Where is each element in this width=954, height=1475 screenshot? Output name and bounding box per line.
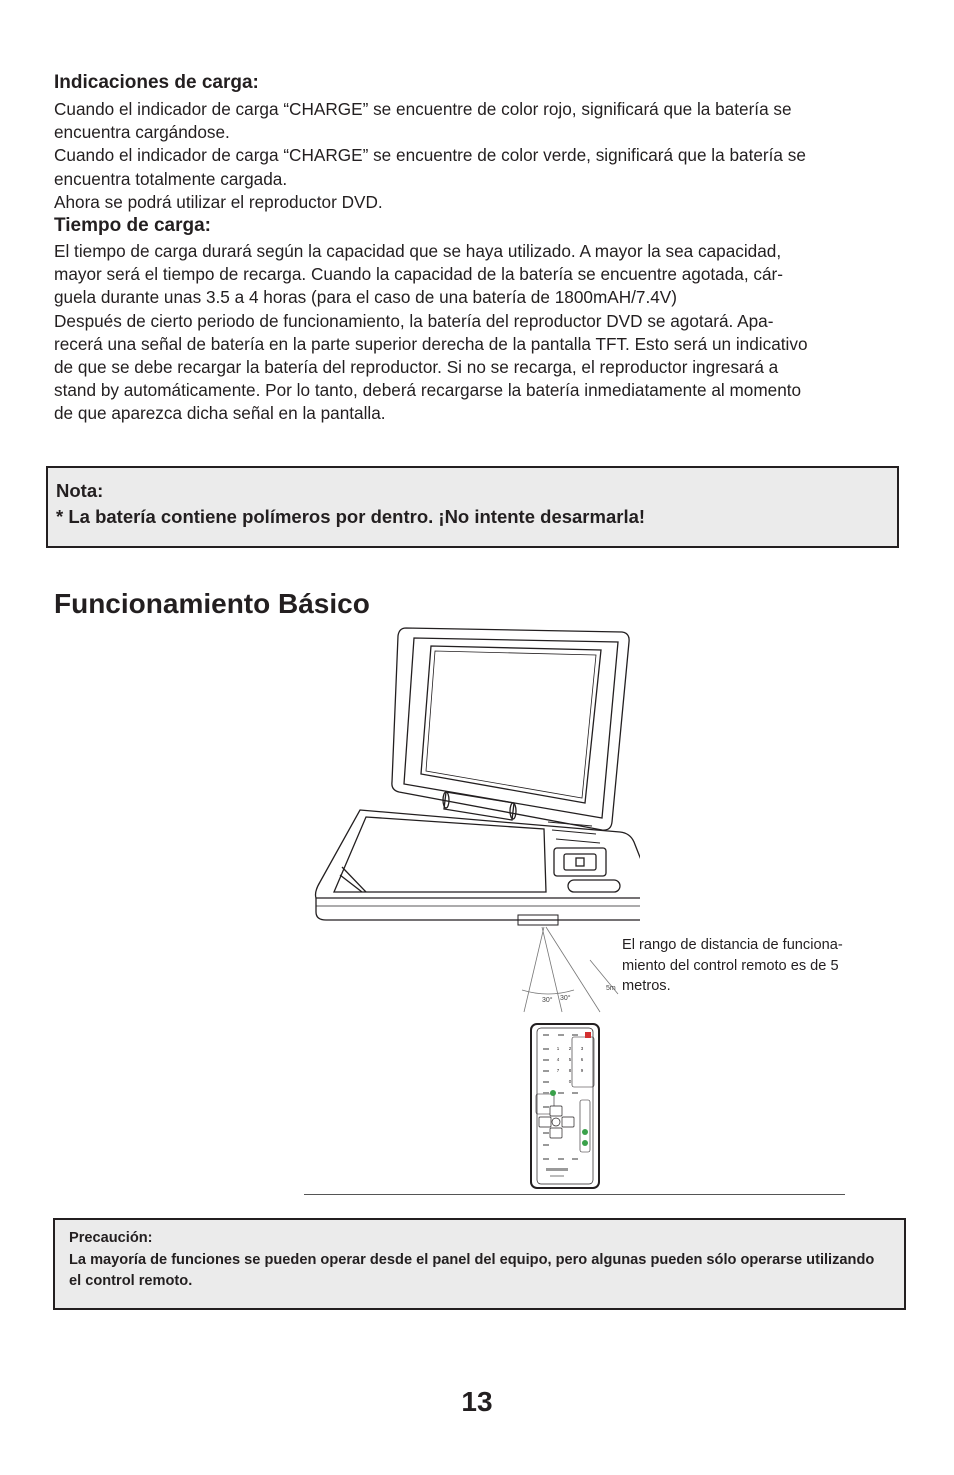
caution-title: Precaución: [69,1230,153,1246]
text-line: de que se debe recargar la batería del reproductor. Si no se recarga, el reproductor ingresará a [54,357,779,378]
keypad-key: 3 [580,1046,584,1051]
keypad-key: 9 [580,1068,584,1073]
section-title: Funcionamiento Básico [54,588,370,619]
lid-hinge [443,792,516,820]
green-button[interactable] [582,1140,588,1146]
keypad-key: 0 [568,1079,572,1084]
note-title: Nota: [56,480,104,501]
text-line: Después de cierto periodo de funcionamiento, la batería del reproductor DVD se agotará. Apa- [54,310,774,331]
charge-time-text [54,240,904,426]
keypad-key: 2 [568,1046,572,1051]
text-line: guela durante unas 3.5 a 4 horas (para el caso de una batería de 1800mAH/7.4V) [54,287,677,308]
caption-line: El rango de distancia de funciona- [622,937,843,953]
keypad-key: 6 [580,1057,584,1062]
remote-control [531,1024,599,1188]
text-line: El tiempo de carga durará según la capacidad que se haya utilizado. A mayor la sea capacidad, [54,241,782,261]
keypad-key: 7 [556,1068,560,1073]
page-number: 13 [461,1386,493,1417]
dvd-screen-lid [392,628,629,830]
text-line: Ahora se podrá utilizar el reproductor DVD. [54,191,383,212]
divider [304,1194,845,1195]
remote-brand-logo [546,1168,568,1171]
angle-label-right: 30° [560,995,571,1002]
note-text: * La batería contiene polímeros por dentro. ¡No intente desarmarla! [56,506,646,527]
figure-caption [622,935,884,997]
text-line: stand by automáticamente. Por lo tanto, deberá recargarse la batería inmediatamente al momento [54,380,802,401]
keypad-key: 4 [556,1057,560,1062]
charge-time-heading: Tiempo de carga: [54,215,211,236]
angle-label-left: 30° [542,997,553,1004]
remote-model [550,1175,564,1177]
charge-indicators-text [54,98,904,214]
text-line: mayor será el tiempo de recarga. Cuando la capacidad de la batería se encuentre agotada, cár- [54,264,784,285]
caption-line: metros. [622,978,671,995]
caution-box [53,1218,906,1310]
caption-line: miento del control remoto es de 5 [622,957,839,974]
charge-indicators-heading: Indicaciones de carga: [54,72,259,93]
text-line: encuentra totalmente cargada. [54,168,288,189]
dvd-player-remote-illustration [300,620,640,1192]
keypad-key: 5 [568,1057,572,1062]
green-button[interactable] [550,1090,556,1096]
green-button[interactable] [582,1129,588,1135]
power-button[interactable] [585,1032,591,1038]
text-line: de que aparezca dicha señal en la pantalla. [54,403,386,424]
text-line: Cuando el indicador de carga “CHARGE” se encuentre de color rojo, significará que la batería se [54,99,792,119]
text-line: Cuando el indicador de carga “CHARGE” se encuentre de color verde, significará que la batería se [54,145,806,166]
caution-text: La mayoría de funciones se pueden operar desde el panel del equipo, pero algunas pueden sólo operarse utilizando el control remoto. [69,1252,875,1289]
text-line: encuentra cargándose. [54,122,230,143]
distance-label: 5m [606,985,616,992]
keypad-key: 1 [556,1046,560,1051]
dvd-base [316,810,641,925]
note-box [46,466,899,548]
text-line: recerá una señal de batería en la parte superior derecha de la pantalla TFT. Esto será un indicativo [54,333,808,354]
keypad-key: 8 [568,1068,572,1073]
